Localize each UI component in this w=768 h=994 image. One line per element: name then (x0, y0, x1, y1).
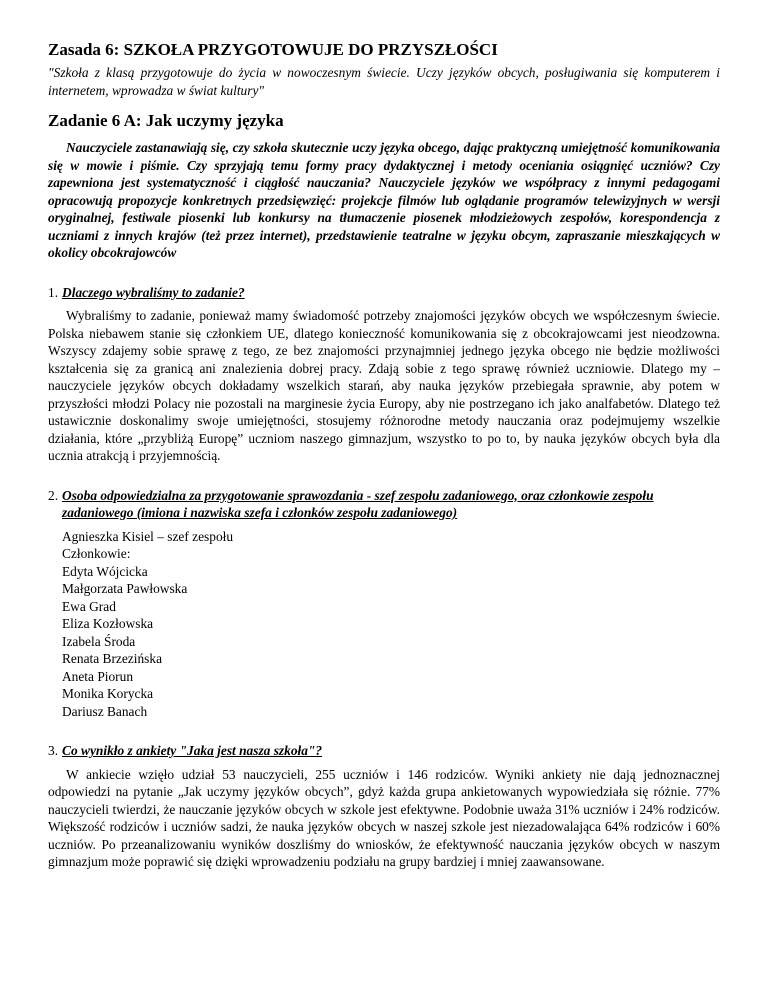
list-item: Dariusz Banach (62, 703, 148, 719)
section-heading-text: Osoba odpowiedzialna za przygotowanie sprawozdania - szef zespołu zadaniowego, oraz członkowie zespołu zadaniowego (imiona i nazwiska szefa i członków zespołu zadaniowego) (62, 487, 654, 520)
section-why-task (48, 284, 720, 465)
section-number: 1. (48, 284, 59, 300)
list-item: Izabela Środa (62, 633, 136, 649)
principle-title: Zasada 6: SZKOŁA PRZYGOTOWUJE DO PRZYSZŁOŚCI (48, 40, 498, 59)
section-number: 3. (48, 743, 59, 758)
section-heading-text: Dlaczego wybraliśmy to zadanie? (62, 284, 245, 300)
section-heading (48, 487, 720, 522)
section-heading (48, 742, 720, 760)
list-item: Ewa Grad (62, 598, 116, 614)
list-item: Małgorzata Pawłowska (62, 581, 188, 596)
section-body: Wybraliśmy to zadanie, ponieważ mamy świadomość potrzeby znajomości języków obcych we współczesnym świecie. Polska niebawem stanie się członkiem UE, dlatego konieczność komunikowania się z obcokrajowcami jest nieodzowna. Wszyscy zdajemy sobie sprawę z tego, ze bez znajomości przynajmniej jednego języka obcego nie będzie możliwości kształcenia się za granicą ani znalezienia dobrej pracy. Zdają sobie z tego sprawę również uczniowie. Dlatego my – nauczyciele języków obcych dokładamy wszelkich starań, aby nauka języków przebiegała sprawnie, aby potem w przyszłości młodzi Polacy nie pozostali na marginesie życia Europy, aby nie postrzegano ich jako analfabetów. Dlatego też ustawicznie doskonalimy swoje umiejętności, stosujemy różnorodne metody nauczania oraz podejmujemy wszelkie działania, które „przybliżą Europę” uczniom naszego gimnazjum, wszystko to po to, by nauka języków obcych była dla ucznia atrakcją i przyjemnością. (48, 308, 720, 463)
principle-motto: "Szkoła z klasą przygotowuje do życia w nowoczesnym świecie. Uczy języków obcych, posługiwania się komputerem i internetem, wprowadza w świat kultury" (48, 65, 720, 98)
section-number: 2. (48, 487, 59, 503)
list-item: Eliza Kozłowska (62, 616, 154, 631)
list-item: Aneta Piorun (62, 668, 134, 684)
task-intro: Nauczyciele zastanawiają się, czy szkoła skutecznie uczy języka obcego, dając praktyczną umiejętność komunikowania się w mowie i piśmie. Czy sprzyjają temu formy pracy dydaktycznej i metody oceniania osiągnięć uczniów? Czy zapewniona jest systematyczność i ciągłość nauczania? Nauczyciele języków we współpracy z innymi pedagogami opracowują propozycje konkretnych przedsięwzięć: projekcje filmów lub oglądanie programów telewizyjnych w wersji oryginalnej, festiwale piosenki lub konkursy na tłumaczenie piosenek młodzieżowych zespołów, korespondencja z uczniami z innych krajów (też przez internet), przedstawienie teatralne w języku obcym, zapraszanie mieszkających w okolicy obcokrajowców (48, 140, 720, 260)
section-body: W ankiecie wzięło udział 53 nauczycieli, 255 uczniów i 146 rodziców. Wyniki ankiety nie dają jednoznacznej odpowiedzi na pytanie „Jak uczymy języków obcych”, gdyż każda grupa ankietowanych wypowiedziała się różnie. 77% nauczycieli twierdzi, że nauczanie języków obcych w szkole jest efektywne. Podobnie uważa 31% uczniów i 24% rodziców. Większość rodziców i uczniów sadzi, że nauka języków obcych w naszej szkole jest niezadowalająca 64% rodziców i 60% uczniów. Po przeanalizowaniu wyników doszliśmy do wniosków, że efektywność nauczania języków obcych w naszym gimnazjum może poprawić się dzięki wprowadzeniu podziału na grupy bardziej i mniej zaawansowane. (48, 766, 720, 869)
document-page (48, 40, 720, 893)
section-heading (48, 284, 720, 302)
list-item: Członkowie: (62, 546, 131, 561)
team-member-list (48, 528, 720, 721)
task-title: Zadanie 6 A: Jak uczymy języka (48, 111, 284, 130)
section-survey (48, 742, 720, 871)
list-item: Monika Korycka (62, 686, 154, 701)
section-team (48, 487, 720, 721)
list-item: Edyta Wójcicka (62, 563, 148, 579)
section-heading-text: Co wynikło z ankiety "Jaka jest nasza szkoła"? (62, 743, 323, 758)
list-item: Agnieszka Kisiel – szef zespołu (62, 528, 234, 544)
list-item: Renata Brzezińska (62, 651, 163, 666)
